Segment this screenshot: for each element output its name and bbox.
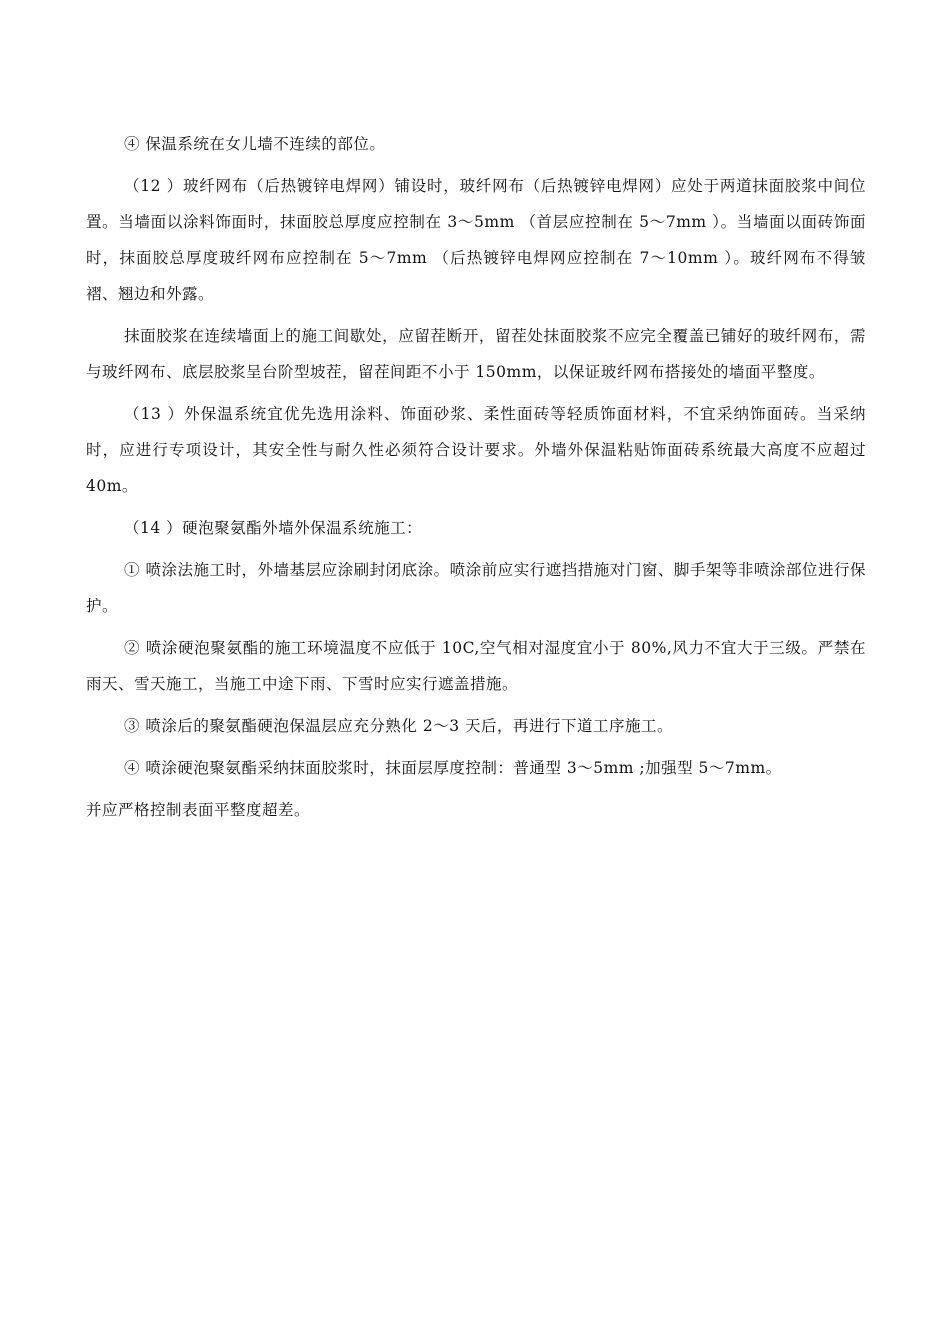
- paragraph-step-3: ③ 喷涂后的聚氨酯硬泡保温层应充分熟化 2〜3 天后，再进行下道工序施工。: [124, 717, 674, 735]
- document-page: [86, 126, 866, 828]
- paragraph-item-12: （12 ）玻纤网布（后热镀锌电焊网）铺设时，玻纤网布（后热镀锌电焊网）应处于两道抹面胶浆中间位置。当墙面以涂料饰面时，抹面胶总厚度应控制在 3〜5mm （首层应控制在 5〜7mm ）。当墙面以面砖饰面时，抹面胶总厚度玻纤网布应控制在 5〜7mm （后热镀锌电焊网应控制在 7〜10mm ）。玻纤网布不得皱褶、翘边和外露。: [86, 177, 866, 303]
- paragraph-step-4: ④ 喷涂硬泡聚氨酯采纳抹面胶浆时，抹面层厚度控制：普通型 3〜5mm ;加强型 5〜7mm。: [124, 759, 782, 777]
- paragraph-step-2: ② 喷涂硬泡聚氨酯的施工环境温度不应低于 10C,空气相对湿度宜小于 80%,风力不宜大于三级。严禁在雨天、雪天施工，当施工中途下雨、下雪时应实行遮盖措施。: [86, 639, 866, 693]
- paragraph-step-1: ① 喷涂法施工时，外墙基层应涂刷封闭底涂。喷涂前应实行遮挡措施对门窗、脚手架等非喷涂部位进行保护。: [86, 561, 866, 615]
- paragraph-item-14-heading: （14 ）硬泡聚氨酯外墙外保温系统施工：: [124, 519, 423, 537]
- paragraph-item-4: ④ 保温系统在女儿墙不连续的部位。: [124, 135, 386, 153]
- paragraph-closing: 并应严格控制表面平整度超差。: [86, 801, 311, 819]
- paragraph-mortar-gap: 抹面胶浆在连续墙面上的施工间歇处，应留茬断开，留茬处抹面胶浆不应完全覆盖已铺好的玻纤网布，需与玻纤网布、底层胶浆呈台阶型坡茬，留茬间距不小于 150mm，以保证玻纤网布搭接处的墙面平整度。: [86, 327, 866, 381]
- paragraph-item-13: （13 ）外保温系统宜优先选用涂料、饰面砂浆、柔性面砖等轻质饰面材料，不宜采纳饰面砖。当采纳时，应进行专项设计，其安全性与耐久性必须符合设计要求。外墙外保温粘贴饰面砖系统最大高度不应超过 40m。: [86, 405, 866, 495]
